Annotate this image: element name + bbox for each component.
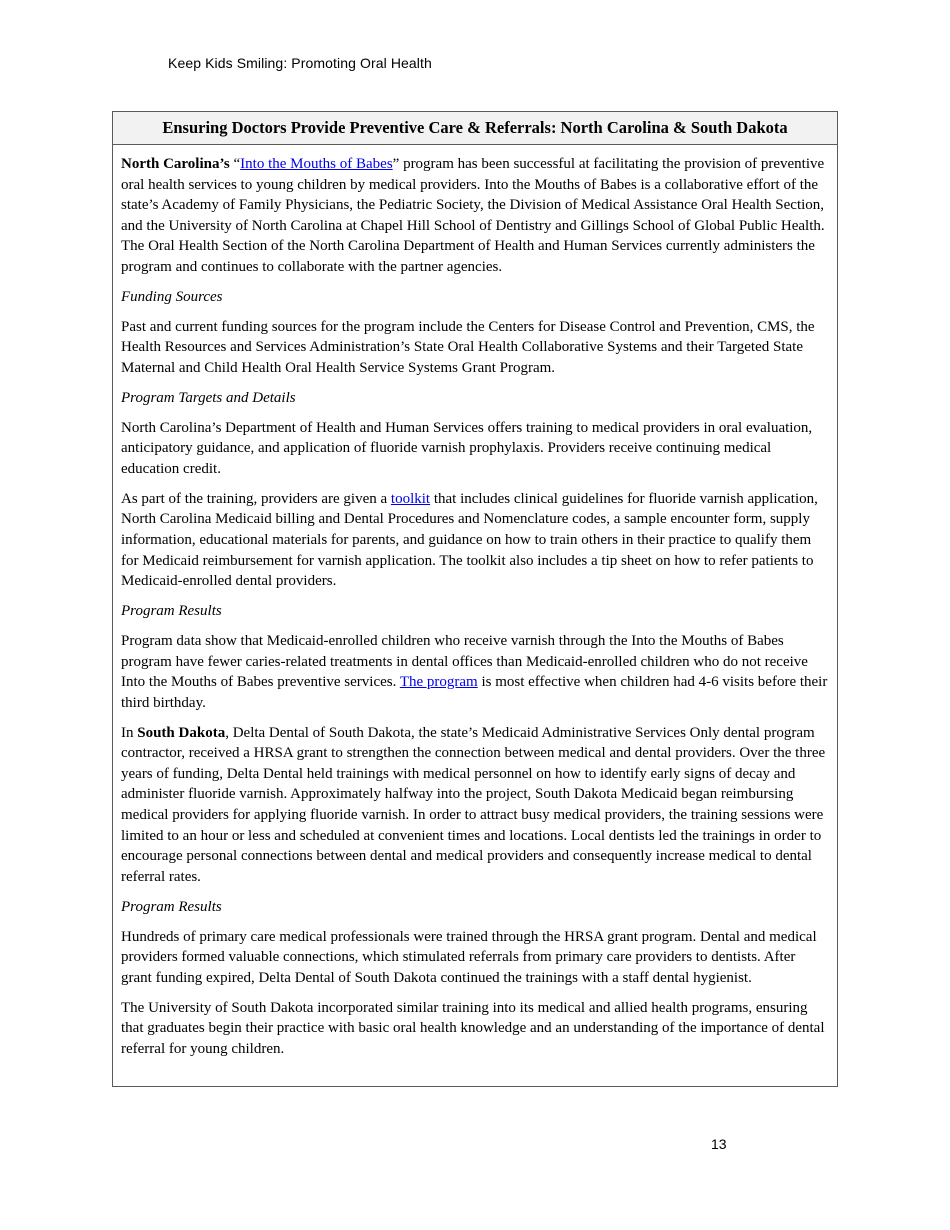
toolkit-text-after: that includes clinical guidelines for fluoride varnish application, North Carolina Medicaid billing and Dental Procedures and Nomenclature codes, a sample encounter form, supply information, educational materials for parents, and guidance on how to train others in their practice to qualify them for Medicaid reimbursement for varnish application. The toolkit also includes a tip sheet on how to refer patients to Medicaid-enrolled dental providers.	[121, 490, 818, 590]
nc-state-name: North Carolina’s	[121, 156, 230, 172]
funding-sources-heading: Funding Sources	[121, 288, 223, 305]
funding-sources-paragraph: Past and current funding sources for the program include the Centers for Disease Control and Prevention, CMS, the Health Resources and Services Administration’s State Oral Health Collaborative Systems and their Targeted State Maternal and Child Health Oral Health Service Systems Grant Program.	[121, 318, 815, 376]
toolkit-text-before: As part of the training, providers are given a	[121, 490, 391, 507]
box-body	[113, 145, 837, 1059]
program-results-heading-sd: Program Results	[121, 898, 222, 915]
into-the-mouths-of-babes-link[interactable]: Into the Mouths of Babes	[240, 156, 393, 172]
nc-intro-text: ” program has been successful at facilitating the provision of preventive oral health services to young children by medical providers. Into the Mouths of Babes is a collaborative effort of the state’s Academy of Family Physicians, the Pediatric Society, the Division of Medical Assistance Oral Health Section, and the University of North Carolina at Chapel Hill School of Dentistry and Gillings School of Global Public Health. The Oral Health Section of the North Carolina Department of Health and Human Services currently administers the program and continues to collaborate with the partner agencies.	[121, 156, 825, 275]
toolkit-paragraph	[121, 489, 829, 592]
case-study-box	[112, 111, 838, 1087]
nc-intro-paragraph	[121, 154, 829, 278]
program-results-paragraph-sd: Hundreds of primary care medical professionals were trained through the HRSA grant program. Dental and medical providers formed valuable connections, which stimulated referrals from primary care providers to dentists. After grant funding expired, Delta Dental of South Dakota continued the trainings with a staff dental hygienist.	[121, 928, 817, 986]
nc-open-quote: “	[229, 156, 241, 172]
toolkit-link[interactable]: toolkit	[390, 490, 431, 507]
results-text-before: Program data show that Medicaid-enrolled children who receive varnish through the Into the Mouths of Babes program have fewer caries-related treatments in dental offices than Medicaid-enrolled children who do not receive Into the Mouths of Babes preventive services.	[121, 632, 808, 691]
running-header-title: Keep Kids Smiling: Promoting Oral Health	[168, 55, 432, 71]
program-results-paragraph-nc	[121, 631, 829, 713]
the-program-link[interactable]: The program	[399, 674, 478, 691]
box-title: Ensuring Doctors Provide Preventive Care & Referrals: North Carolina & South Dakota	[113, 112, 837, 145]
page-number: 13	[711, 1136, 727, 1152]
south-dakota-paragraph	[121, 723, 829, 888]
sd-text-before: In	[121, 724, 138, 741]
program-results-heading-nc: Program Results	[121, 603, 222, 620]
sd-text-after: , Delta Dental of South Dakota, the state’s Medicaid Administrative Services Only dental program contractor, received a HRSA grant to strengthen the connection between medical and dental providers. Over the three years of funding, Delta Dental held trainings with medical personnel on how to identify early signs of decay and administer fluoride varnish. Approximately halfway into the project, South Dakota Medicaid began reimbursing medical providers for applying fluoride varnish. In order to attract busy medical providers, the training sessions were limited to an hour or less and scheduled at convenient times and locations. Local dentists led the trainings in order to encourage personal connections between dental and medical providers and consequently increase medical to dental referral rates.	[121, 724, 826, 885]
usd-paragraph: The University of South Dakota incorporated similar training into its medical and allied health programs, ensuring that graduates begin their practice with basic oral health knowledge and an understanding of the importance of dental referral for young children.	[121, 999, 825, 1057]
results-text-after: is most effective when children had 4-6 visits before their third birthday.	[121, 674, 828, 711]
sd-state-name: South Dakota	[137, 724, 226, 741]
program-targets-paragraph: North Carolina’s Department of Health and Human Services offers training to medical providers in oral evaluation, anticipatory guidance, and application of fluoride varnish prophylaxis. Providers receive continuing medical education credit.	[121, 419, 813, 477]
program-targets-heading: Program Targets and Details	[121, 389, 296, 406]
